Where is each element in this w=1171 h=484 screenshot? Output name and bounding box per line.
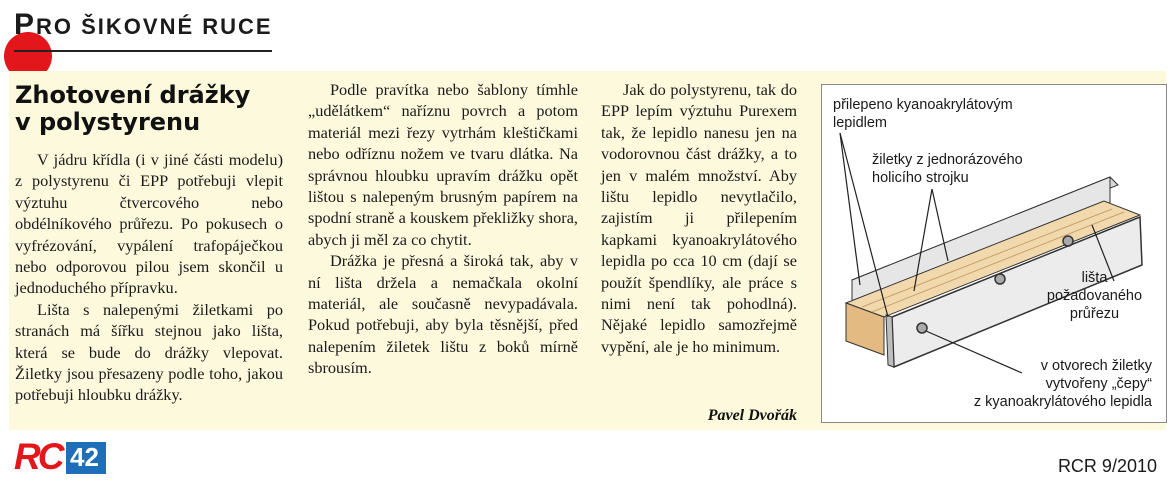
paragraph: Podle pravítka nebo šablony tímhle „udělátkem“ naříznu povrch a potom materiál mezi řezy vytrhám kleštičkami nebo odříznu nožem ve tvaru dlátka. Na správnou hloubku upravím drážku opět lištou s nalepeným brusným papírem na spodní straně a kouskem překližky shora, abych ji měl za co chytit. — [308, 80, 578, 249]
label-line: lišta — [1081, 270, 1108, 286]
label-line: z kyanoakrylátového lepidla — [973, 394, 1152, 410]
section-title-initial: P — [14, 8, 37, 41]
article-author: Pavel Dvořák — [707, 407, 797, 424]
label-line: lepidlem — [833, 115, 887, 131]
label-holes — [942, 357, 1152, 411]
label-blades — [872, 151, 1023, 187]
label-glued — [833, 96, 1013, 132]
illustration-figure — [821, 84, 1167, 423]
label-line: holicího strojku — [872, 170, 969, 186]
section-title — [14, 8, 273, 42]
label-line: v otvorech žiletky — [1040, 358, 1152, 374]
article-title-line-1: Zhotovení drážky — [15, 81, 251, 109]
paragraph: Jak do polystyrenu, tak do EPP lepím výztuhu Purexem tak, že lepidlo nanesu jen na vodorovnou část drážky, a to jen v malém množství. Aby lištu lepidlo nevytlačilo, zajistím ji přilepením kapkami kyanoakrylátového lepidla po cca 10 cm (dají se použít špendlíky, ale práce s nimi není tak pohodlná). Nějaké lepidlo samozřejmě vypění, ale je ho minimum. — [601, 80, 797, 356]
article-title — [15, 82, 250, 136]
label-line: přilepeno kyanoakrylátovým — [833, 97, 1013, 113]
article-title-line-2: v polystyrenu — [15, 108, 201, 136]
paragraph: Drážka je přesná a široká tak, aby v ní lišta držela a nemačkala okolní materiál, ale současně nevypadávala. Pokud potřebuji, aby byla těsnější, před nalepením žiletek lištu z boků mírně sbrousím. — [308, 251, 578, 378]
article-column-2 — [308, 79, 578, 379]
label-strip — [1027, 269, 1162, 323]
label-line: vytvořeny „čepy“ — [1045, 376, 1152, 392]
section-title-rest: RO ŠIKOVNÉ RUCE — [36, 14, 273, 39]
paragraph: Lišta s nalepenými žiletkami po stranách má šířku stejnou jako lišta, která se bude do drážky vlepovat. Žiletky jsou přesazeny podle toho, jakou potřebuji hloubku drážky. — [15, 299, 283, 405]
issue-label: RCR 9/2010 — [1057, 456, 1157, 476]
label-line: požadovaného — [1046, 288, 1143, 304]
rc-logo — [14, 438, 106, 476]
article-column-3 — [601, 79, 797, 357]
page-number: 42 — [70, 442, 99, 472]
paragraph: V jádru křídla (i v jiné části modelu) z polystyrenu či EPP potřebuji vlepit výztuhu čtvercového nebo obdélníkového průřezu. Po pokusech o vyfrézování, vypálení trafopáječkou nebo odporovou pilou jsem skončil u jednoduchého přípravku. — [15, 150, 283, 298]
section-title-rule — [14, 50, 272, 52]
article-column-1 — [15, 149, 283, 406]
label-line: žiletky z jednorázového — [872, 152, 1023, 168]
rc-logo-letters: RC — [14, 436, 62, 477]
label-line: průřezu — [1069, 306, 1120, 322]
